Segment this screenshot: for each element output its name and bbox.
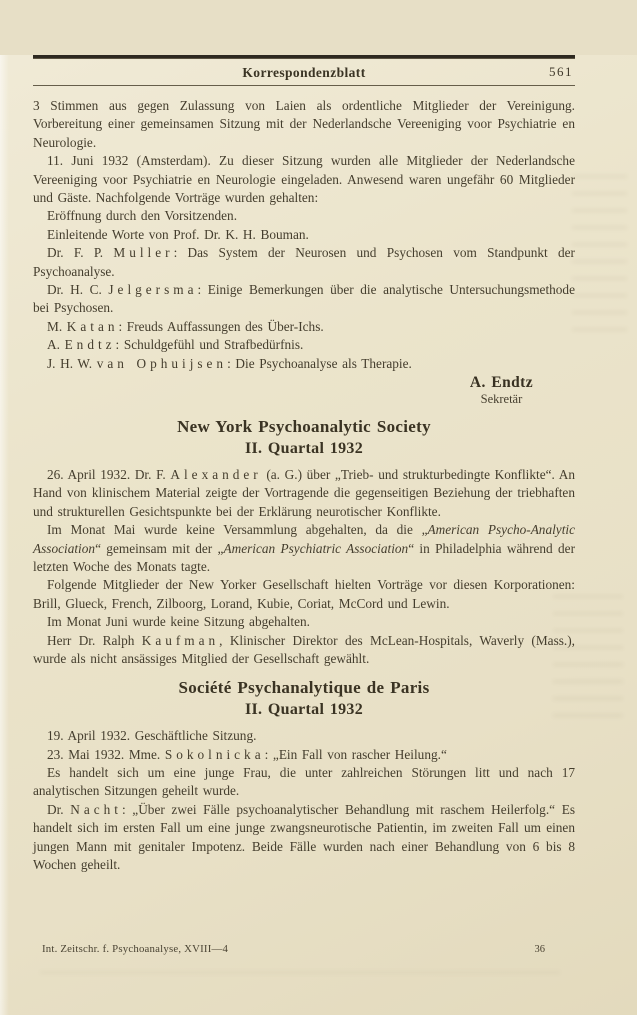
bleedthrough-smudge: [572, 175, 627, 335]
text-segment: : „Ein Fall von rascher Heilung.“: [264, 746, 447, 762]
paragraph: [33, 355, 575, 373]
person-name: Endtz: [64, 337, 116, 353]
paragraph: [33, 576, 575, 613]
paragraph: [33, 521, 575, 576]
person-name: Jelgersma: [108, 282, 198, 298]
paragraph: [33, 801, 575, 875]
page-number: 561: [549, 64, 573, 79]
journal-signature-line: Int. Zeitschr. f. Psychoanalyse, XVIII—4: [42, 943, 229, 955]
text-segment: : Einige Bemerkungen über die analytische Untersuchungsmethode bei Psychosen.: [33, 282, 575, 316]
text-segment: 19. April 1932. Geschäftliche Sitzung.: [47, 728, 257, 744]
text-segment: 26. April 1932. Dr. F.: [47, 466, 171, 482]
text-segment: 23. Mai 1932. Mme.: [47, 746, 165, 762]
paragraph: [33, 226, 575, 244]
text-segment: : Das System der Neurosen und Psychosen vom Standpunkt der Psychoanalyse.: [33, 245, 575, 279]
text-segment: Im Monat Juni wurde keine Sitzung abgehalten.: [47, 614, 310, 630]
text-segment: , Klinischer Direktor des McLean-Hospitals, Waverly (Mass.), wurde als nicht ansässiges Mitglied der Gesellschaft gewählt.: [33, 632, 576, 666]
text-segment: Dr. H. C.: [47, 282, 109, 298]
text-segment: A.: [47, 337, 65, 353]
section-subheading: II. Quartal 1932: [244, 700, 364, 718]
text-segment: Eröffnung durch den Vorsitzenden.: [47, 208, 238, 224]
bleedthrough-smudge: [40, 971, 560, 985]
paragraph: [33, 727, 575, 745]
text-flow: [33, 97, 575, 874]
text-segment: Einleitende Worte von Prof. Dr. K. H. Bouman.: [47, 226, 309, 242]
person-name: Muller: [113, 245, 174, 261]
text-segment: Herr Dr. Ralph: [47, 632, 142, 648]
page-footer: [33, 943, 575, 955]
text-segment: Im Monat Mai wurde keine Versammlung abgehalten, da die „: [47, 522, 428, 538]
paragraph: [33, 336, 575, 354]
person-name: Alexander: [170, 466, 262, 482]
text-segment: (a. G.) über „Trieb- und strukturbedingte Konflikte“. An Hand von klinischem Material zeigte der Vortragende die gegenseitigen Beziehung der triebhaften und strukturellen Gesichtspunkte bei der Erklärung neurotischer Konflikte.: [33, 466, 575, 519]
person-name: Kaufman: [141, 632, 220, 648]
paragraph: [33, 746, 575, 764]
section-heading: New York Psychoanalytic Society: [177, 417, 431, 437]
text-segment: : „Über zwei Fälle psychoanalytischer Behandlung mit raschem Heilerfolg.“ Es handelt sich im ersten Fall um eine junge zwangsneurotische Patientin, im zweiten Fall um einen jungen Mann mit genitaler Impotenz. Beide Fälle wurden nach einer Behandlung von 6 bis 8 Wochen geheilt.: [33, 801, 575, 873]
section-heading: Société Psychanalytique de Paris: [178, 678, 430, 698]
text-segment: 3 Stimmen aus gegen Zulassung von Laien als ordentliche Mitglieder der Vereinigung. Vorbereitung einer gemeinsamen Sitzung mit der Nederlandsche Vereeniging voor Psychiatrie en Neurologie.: [33, 98, 575, 150]
text-segment: “ in Philadelphia während der letzten Woche des Monats tagte.: [33, 540, 575, 574]
text-segment: : Schuldgefühl und Strafbedürfnis.: [115, 337, 304, 353]
society-name-italic: American Psychiatric Association: [223, 540, 409, 556]
sheet-number: 36: [534, 944, 545, 955]
person-name: van Ophuijsen: [96, 355, 228, 371]
signature-role: Sekretär: [480, 392, 523, 407]
running-head: [33, 55, 575, 86]
text-segment: “ gemeinsam mit der „: [95, 540, 224, 556]
paragraph: [33, 281, 575, 318]
person-name: Katan: [66, 318, 119, 334]
society-name-italic: American Psycho-Analytic Association: [33, 522, 575, 556]
text-segment: Folgende Mitglieder der New Yorker Gesellschaft hielten Vorträge vor diesen Korporationen: Brill, Glueck, French, Zilboorg, Lorand, Kubie, Coriat, McCord und Lewin.: [33, 577, 575, 611]
text-segment: Dr.: [47, 801, 71, 817]
text-segment: M.: [47, 318, 67, 334]
paragraph: [33, 466, 575, 521]
paragraph: [33, 207, 575, 225]
paragraph: [33, 632, 575, 669]
text-segment: J. H. W.: [47, 355, 97, 371]
person-name: Sokolnicka: [164, 746, 265, 762]
paragraph: [33, 764, 575, 801]
text-segment: : Die Psychoanalyse als Therapie.: [227, 355, 412, 371]
header-divider-rule: [33, 85, 575, 86]
text-segment: : Freuds Auffassungen des Über-Ichs.: [118, 318, 324, 334]
paragraph: [33, 152, 575, 207]
paragraph: [33, 97, 575, 152]
text-segment: 11. Juni 1932 (Amsterdam). Zu dieser Sitzung wurden alle Mitglieder der Nederlandsche Vereeniging voor Psychiatrie en Neurologie eingeladen. Anwesend waren ungefähr 60 Mitglieder und Gäste. Nachfolgende Vorträge wurden gehalten:: [33, 153, 575, 206]
text-segment: Es handelt sich um eine junge Frau, die unter zahlreichen Störungen litt und nach 17 analytischen Sitzungen geheilt wurde.: [33, 765, 575, 799]
journal-page: [0, 55, 637, 1015]
running-head-title: Korrespondenzblatt: [242, 65, 366, 80]
paragraph: [33, 244, 575, 281]
section-subheading: II. Quartal 1932: [244, 439, 364, 457]
paragraph: [33, 613, 575, 631]
person-name: Nacht: [70, 801, 122, 817]
signature-name: A. Endtz: [469, 374, 533, 392]
signature-block: [470, 374, 533, 407]
paragraph: [33, 318, 575, 336]
text-segment: Dr. F. P.: [47, 245, 114, 261]
